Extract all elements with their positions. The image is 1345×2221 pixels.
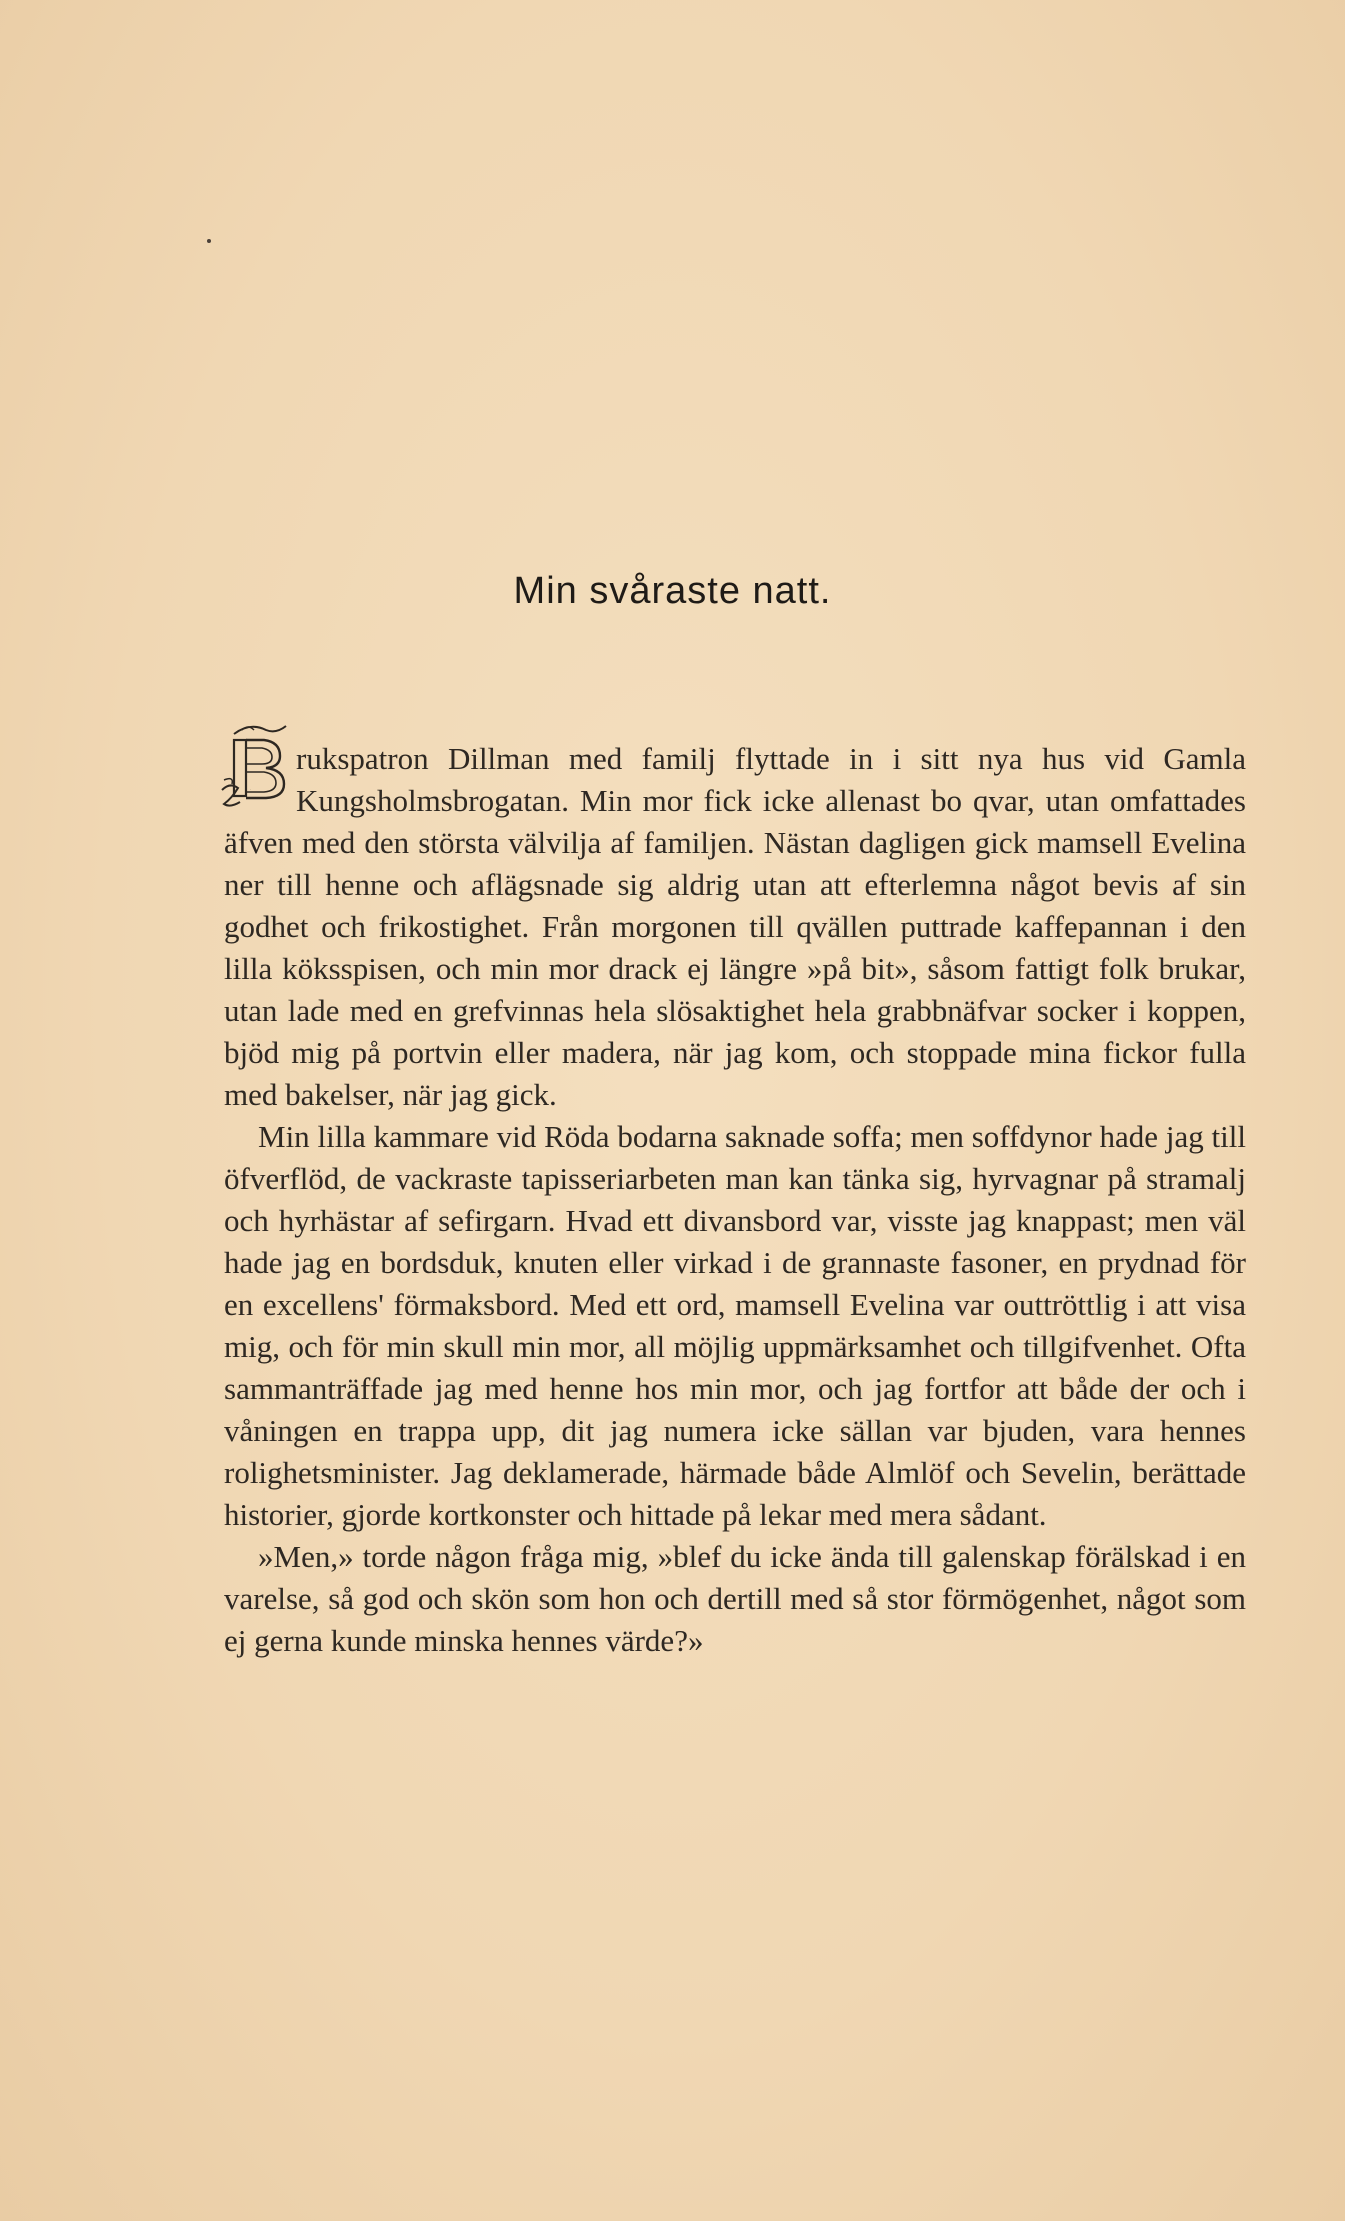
drop-cap-ornament xyxy=(220,720,290,800)
paragraph-2: Min lilla kammare vid Röda bodarna saknade soffa; men soffdynor hade jag till öfverflöd, de vackraste tapisseriarbeten man kan tänka sig, hyrvagnar på stramalj och hyrhästar af sefirgarn. Hvad ett divansbord var, visste jag knappast; men väl hade jag en bordsduk, knuten eller virkad i de grannaste fasoner, en prydnad för en excellens' förmaksbord. Med ett ord, mamsell Evelina var outtröttlig i att visa mig, och för min skull min mor, all möjlig uppmärksamhet och tillgifvenhet. Ofta sammanträffade jag med henne hos min mor, och jag fortfor att både der och i våningen en trappa upp, dit jag numera icke sällan var bjuden, vara hennes rolighetsminister. Jag deklamerade, härmade både Almlöf och Sevelin, berättade historier, gjorde kortkonster och hittade på lekar med mera sådant. xyxy=(224,1119,1246,1532)
paragraph-1 xyxy=(224,738,1246,1116)
body-text xyxy=(224,738,1246,1662)
svg-text:B: B xyxy=(250,790,251,791)
paragraph-1-text: rukspatron Dillman med familj flyttade in i sitt nya hus vid Gamla Kungsholmsbrogatan. Min mor fick icke allenast bo qvar, utan omfattades äfven med den största välvilja af familjen. Nästan dagligen gick mamsell Evelina ner till henne och aflägsnade sig aldrig utan att efterlemna något bevis af sin godhet och frikostighet. Från morgonen till qvällen puttrade kaffepannan i den lilla köksspisen, och min mor drack ej längre »på bit», såsom fattigt folk brukar, utan lade med en grefvinnas hela slösaktighet hela grabbnäfvar socker i koppen, bjöd mig på portvin eller madera, när jag kom, och stoppade mina fickor fulla med bakelser, när jag gick. xyxy=(224,741,1246,1112)
chapter-title: Min svåraste natt. xyxy=(513,570,832,612)
print-speck xyxy=(207,239,211,243)
paragraph-3: »Men,» torde någon fråga mig, »blef du icke ända till galenskap förälskad i en varelse, så god och skön som hon och dertill med så stor förmögenhet, något som ej gerna kunde minska hennes värde?» xyxy=(224,1539,1246,1658)
